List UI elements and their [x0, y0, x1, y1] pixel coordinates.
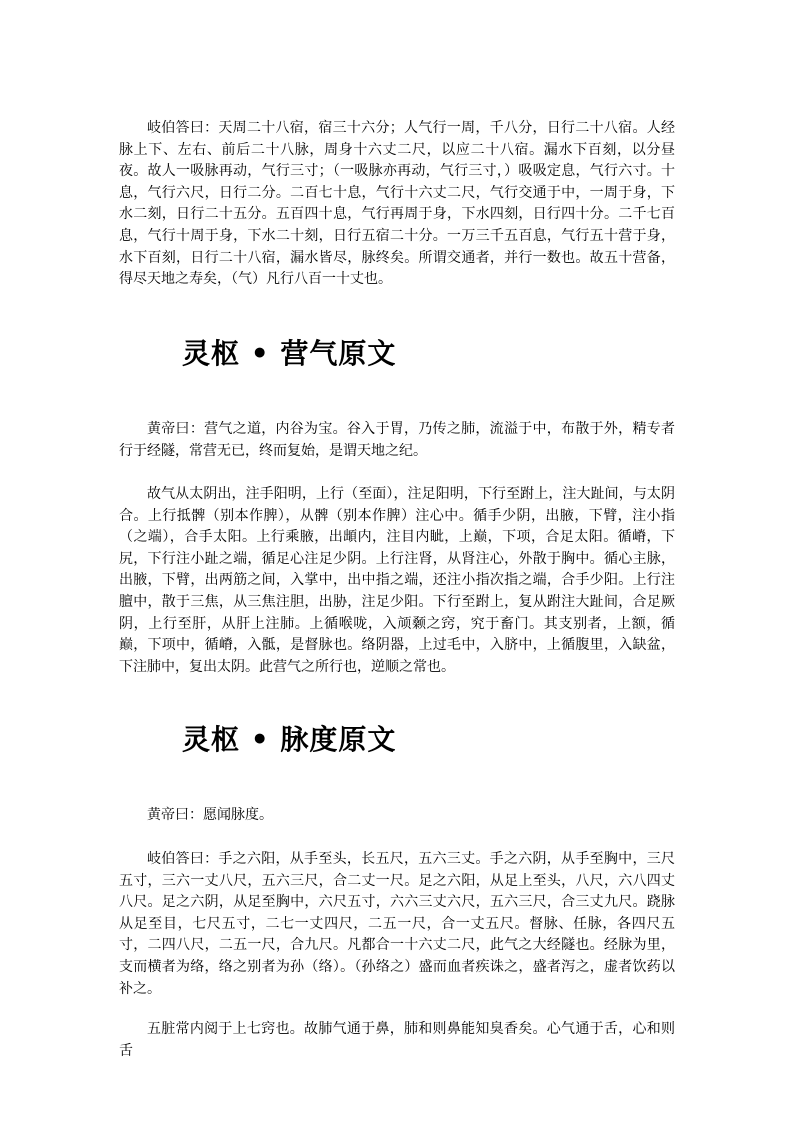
- paragraph: 黄帝曰：愿闻脉度。: [147, 807, 273, 823]
- paragraph: 黄帝曰：营气之道，内谷为宝。谷入于胃，乃传之肺，流溢于中，布散于外，精专者行于经隧，常营无已，终而复始，是谓天地之纪。: [119, 421, 675, 459]
- paragraph: 五脏常内阅于上七窍也。故肺气通于鼻，肺和则鼻能知臭香矣。心气通于舌，心和则舌: [119, 1021, 675, 1059]
- paragraph: 岐伯答曰：天周二十八宿，宿三十六分；人气行一周，千八分，日行二十八宿。人经脉上下、左右、前后二十八脉，周身十六丈二尺，以应二十八宿。漏水下百刻，以分昼夜。故人一吸脉再动，气行三寸；（一吸脉亦再动，气行三寸，）吸吸定息，气行六寸。十息，气行六尺，日行二分。二百七十息，气行十六丈二尺，气行交通于中，一周于身，下水二刻，日行二十五分。五百四十息，气行再周于身，下水四刻，日行四十分。二千七百息，气行十周于身，下水二十刻，日行五宿二十分。一万三千五百息，气行五十营于身，水下百刻，日行二十八宿，漏水皆尽，脉终矣。所谓交通者，并行一数也。故五十营备，得尽天地之寿矣，（气）凡行八百一十丈也。: [119, 120, 675, 288]
- section-heading: 灵枢 • 脉度原文: [182, 723, 397, 756]
- paragraph: 故气从太阴出，注手阳明，上行（至面），注足阳明，下行至跗上，注大趾间，与太阴合。上行抵髀（别本作脾），从髀（别本作脾）注心中。循手少阴，出腋，下臂，注小指（之端），合手太阳。上行乘腋，出䪼内，注目内眦，上巅，下项，合足太阳。循嵴，下尻，下行注小趾之端，循足心注足少阴。上行注肾，从肾注心，外散于胸中。循心主脉，出腋，下臂，出两筋之间，入掌中，出中指之端，还注小指次指之端，合手少阳。上行注膻中，散于三焦，从三焦注胆，出胁，注足少阳。下行至跗上，复从跗注大趾间，合足厥阴，上行至肝，从肝上注肺。上循喉咙，入颃颡之窍，究于畜门。其支别者，上额，循巅，下项中，循嵴，入骶，是督脉也。络阴器，上过毛中，入脐中，上循腹里，入缺盆，下注肺中，复出太阴。此营气之所行也，逆顺之常也。: [119, 486, 675, 675]
- paragraph: 岐伯答曰：手之六阳，从手至头，长五尺，五六三丈。手之六阴，从手至胸中，三尺五寸，三六一丈八尺，五六三尺，合二丈一尺。足之六阳，从足上至头，八尺，六八四丈八尺。足之六阴，从足至胸中，六尺五寸，六六三丈六尺，五六三尺，合三丈九尺。跷脉从足至目，七尺五寸，二七一丈四尺，二五一尺，合一丈五尺。督脉、任脉，各四尺五寸，二四八尺，二五一尺，合九尺。凡都合一十六丈二尺，此气之大经隧也。经脉为里，支而横者为络，络之别者为孙（络）。（孙络之）盛而血者疾诛之，盛者泻之，虚者饮药以补之。: [119, 851, 675, 997]
- section-heading: 灵枢 • 营气原文: [182, 337, 397, 370]
